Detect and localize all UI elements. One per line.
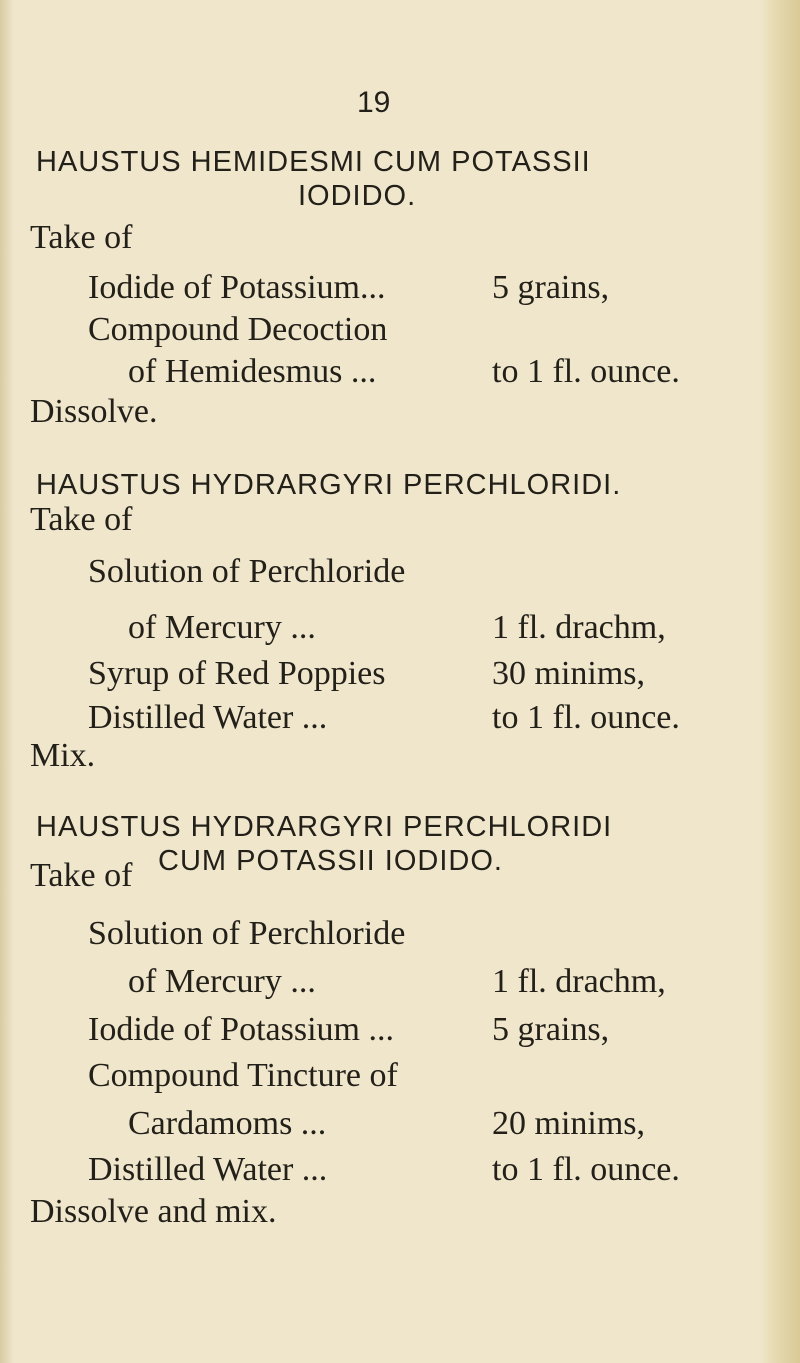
section-3-heading-line-1: HAUSTUS HYDRARGYRI PERCHLORIDI — [36, 811, 613, 843]
section-3-line-2-qty: 1 fl. drachm, — [492, 963, 666, 1000]
section-2-heading-line-1: HAUSTUS HYDRARGYRI PERCHLORIDI. — [36, 469, 622, 501]
section-1-line-3-qty: to 1 fl. ounce. — [492, 353, 680, 390]
section-3-line-6-name: Distilled Water ... — [88, 1151, 328, 1188]
section-3-heading — [36, 810, 776, 878]
section-3-line-6-qty: to 1 fl. ounce. — [492, 1151, 680, 1188]
section-1-heading-line-2: IODIDO. — [298, 180, 417, 212]
section-3-line-3-qty: 5 grains, — [492, 1011, 610, 1048]
page-gutter-shadow — [0, 0, 14, 1363]
section-2-line-4-qty: to 1 fl. ounce. — [492, 699, 680, 736]
section-3-line-3-name: Iodide of Potassium ... — [88, 1011, 394, 1048]
section-1-take-of: Take of — [30, 219, 133, 256]
section-2-line-1-name: Solution of Perchloride — [88, 553, 406, 590]
section-1-line-1-name: Iodide of Potassium... — [88, 269, 386, 306]
section-3-heading-line-2: CUM POTASSII IODIDO. — [158, 845, 503, 877]
section-2-take-of: Take of — [30, 501, 133, 538]
section-3-line-5-name: Cardamoms ... — [128, 1105, 327, 1142]
section-2-line-4-name: Distilled Water ... — [88, 699, 328, 736]
page-number: 19 — [357, 86, 391, 119]
section-2-line-3-qty: 30 minims, — [492, 655, 646, 692]
section-1-line-1-qty: 5 grains, — [492, 269, 610, 306]
section-3-line-4-name: Compound Tincture of — [88, 1057, 398, 1094]
section-1-line-3-name: of Hemidesmus ... — [128, 353, 377, 390]
section-3-line-1-name: Solution of Perchloride — [88, 915, 406, 952]
section-1-heading-line-1: HAUSTUS HEMIDESMI CUM POTASSII — [36, 146, 591, 178]
section-1-heading — [36, 145, 776, 213]
section-1-line-2-name: Compound Decoction — [88, 311, 388, 348]
section-1-instruction: Dissolve. — [30, 393, 158, 430]
section-3-line-5-qty: 20 minims, — [492, 1105, 646, 1142]
section-2-heading — [36, 468, 776, 502]
section-2-line-2-qty: 1 fl. drachm, — [492, 609, 666, 646]
section-3-take-of: Take of — [30, 857, 133, 894]
section-3-line-2-name: of Mercury ... — [128, 963, 316, 1000]
section-3-instruction: Dissolve and mix. — [30, 1193, 277, 1230]
section-2-line-3-name: Syrup of Red Poppies — [88, 655, 386, 692]
section-2-line-2-name: of Mercury ... — [128, 609, 316, 646]
section-2-instruction: Mix. — [30, 737, 96, 774]
